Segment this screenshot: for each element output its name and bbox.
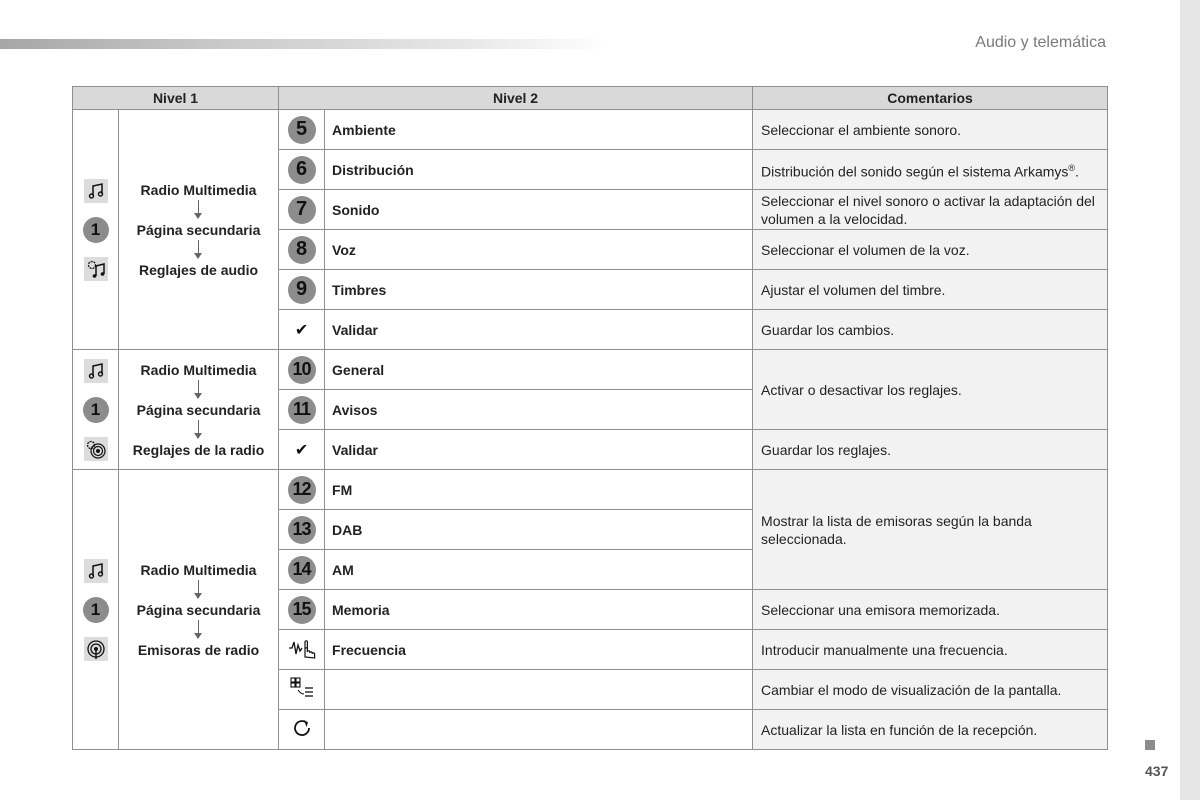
option-comment: Activar o desactivar los reglajes. [753,350,1108,430]
option-label: Voz [325,230,753,270]
check-icon: ✔ [294,441,309,459]
step-1-badge: 1 [83,597,109,623]
option-label: Memoria [325,590,753,630]
option-label: Validar [325,310,753,350]
page-number: 437 [1145,763,1169,779]
number-badge: 13 [288,516,316,544]
table-header-row [73,87,1108,110]
settings-table [72,86,1108,750]
option-comment: Seleccionar el ambiente sonoro. [753,110,1108,150]
number-badge: 15 [288,596,316,624]
refresh-icon [290,727,314,743]
step-1-badge: 1 [83,397,109,423]
music-note-icon [84,179,108,203]
header-nivel-1: Nivel 1 [73,87,279,110]
group-1-path [119,110,279,350]
number-badge: 11 [288,396,316,424]
number-badge: 8 [288,236,316,264]
group-2-icons [73,350,119,470]
music-note-icon [84,359,108,383]
option-label: Distribución [325,150,753,190]
option-comment: Ajustar el volumen del timbre. [753,270,1108,310]
option-label: FM [325,470,753,510]
option-label [325,670,753,710]
group-3-icons [73,470,119,750]
path-radio-multimedia: Radio Multimedia [140,361,257,378]
option-comment: Guardar los cambios. [753,310,1108,350]
header-decorative-bar [0,39,610,49]
down-arrow-icon [193,238,204,262]
number-badge: 14 [288,556,316,584]
option-comment: Cambiar el modo de visualización de la pantalla. [753,670,1108,710]
group-2-path [119,350,279,470]
option-comment: Seleccionar el nivel sonoro o activar la adaptación del volumen a la velocidad. [753,190,1108,230]
option-label: Sonido [325,190,753,230]
number-badge: 12 [288,476,316,504]
section-title: Audio y telemática [975,34,1106,51]
music-note-icon [84,559,108,583]
option-label: Validar [325,430,753,470]
down-arrow-icon [193,378,204,402]
option-label: General [325,350,753,390]
radio-antenna-icon [84,637,108,661]
frequency-hand-icon [288,646,316,662]
audio-settings-icon [84,257,108,281]
option-comment: Guardar los reglajes. [753,430,1108,470]
page-marker [1145,740,1155,750]
option-label: DAB [325,510,753,550]
option-label: Frecuencia [325,630,753,670]
table-row [73,350,1108,390]
step-1-badge: 1 [83,217,109,243]
option-comment: Introducir manualmente una frecuencia. [753,630,1108,670]
number-badge: 6 [288,156,316,184]
option-label [325,710,753,750]
option-comment: Mostrar la lista de emisoras según la banda seleccionada. [753,470,1108,590]
down-arrow-icon [193,578,204,602]
down-arrow-icon [193,618,204,642]
option-label: Timbres [325,270,753,310]
display-mode-icon [289,687,315,703]
path-pagina-secundaria: Página secundaria [136,601,261,618]
number-badge: 7 [288,196,316,224]
path-reglajes-audio: Reglajes de audio [138,261,259,278]
group-1-icons [73,110,119,350]
number-badge: 10 [288,356,316,384]
option-comment: Actualizar la lista en función de la recepción. [753,710,1108,750]
header-nivel-2: Nivel 2 [279,87,753,110]
option-label: Avisos [325,390,753,430]
path-reglajes-radio: Reglajes de la radio [132,441,265,458]
path-radio-multimedia: Radio Multimedia [140,181,257,198]
down-arrow-icon [193,198,204,222]
number-badge: 9 [288,276,316,304]
path-radio-multimedia: Radio Multimedia [140,561,257,578]
header-comentarios: Comentarios [753,87,1108,110]
option-label: AM [325,550,753,590]
table-row [73,110,1108,150]
page-edge-strip [1180,0,1200,800]
check-icon: ✔ [294,321,309,339]
number-badge: 5 [288,116,316,144]
group-3-path [119,470,279,750]
table-row [73,470,1108,510]
path-pagina-secundaria: Página secundaria [136,221,261,238]
option-comment: Seleccionar el volumen de la voz. [753,230,1108,270]
down-arrow-icon [193,418,204,442]
path-pagina-secundaria: Página secundaria [136,401,261,418]
option-comment: Distribución del sonido según el sistema Arkamys®. [753,150,1108,190]
path-emisoras-radio: Emisoras de radio [137,641,260,658]
radio-settings-icon [84,437,108,461]
option-label: Ambiente [325,110,753,150]
option-comment: Seleccionar una emisora memorizada. [753,590,1108,630]
